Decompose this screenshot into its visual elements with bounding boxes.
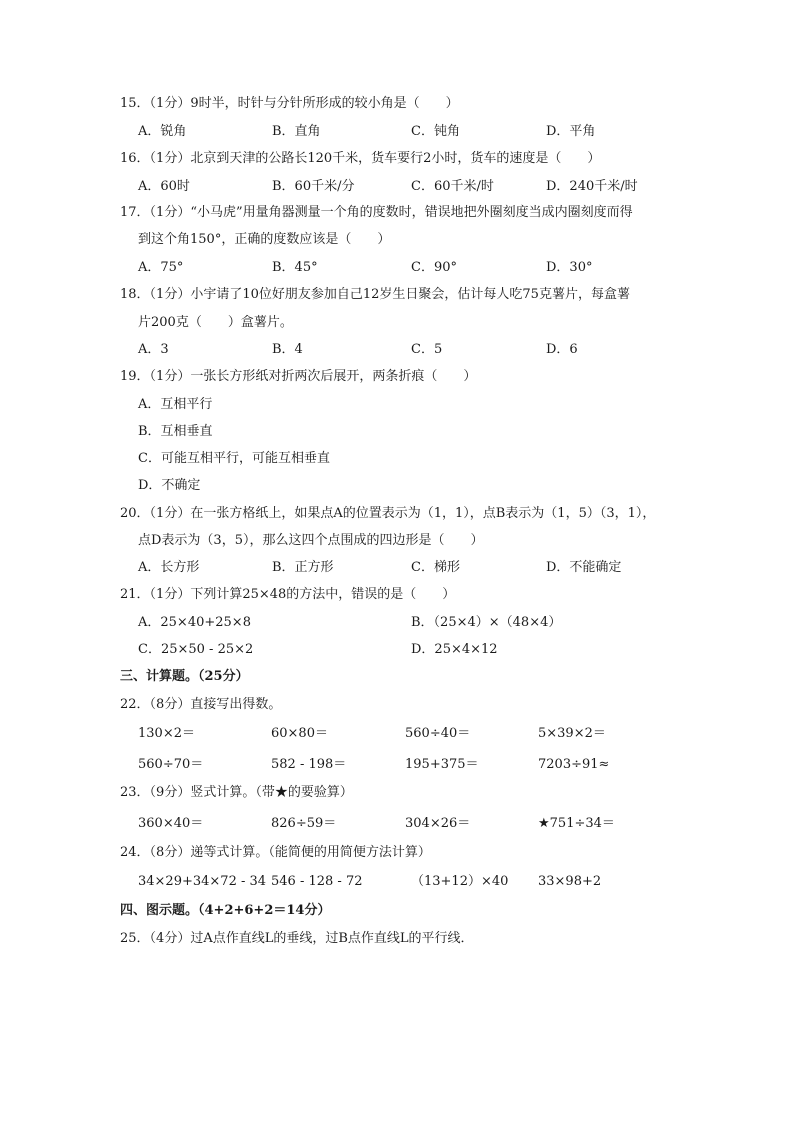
calc-item: （13+12）×40	[411, 874, 509, 889]
option-b: B．60千米/分	[272, 179, 355, 194]
calc-item: 60×80＝	[271, 726, 328, 741]
option-d: D．30°	[546, 260, 593, 275]
option-b: B．互相垂直	[138, 424, 213, 439]
option-a: A．75°	[138, 260, 184, 275]
option-c: C．60千米/时	[411, 179, 494, 194]
calc-item: 582 - 198＝	[271, 757, 347, 772]
option-d: D．平角	[546, 124, 596, 139]
option-c: C．25×50 - 25×2	[138, 642, 254, 657]
section-4-title: 四、图示题。（4+2+6+2＝14分）	[120, 903, 331, 918]
question-22: 22．（8分）直接写出得数。	[120, 697, 282, 712]
question-20: 20．（1分）在一张方格纸上，如果点A的位置表示为（1，1），点B表示为（1，5）（3，1），	[120, 506, 656, 521]
calc-item: 33×98+2	[538, 874, 602, 889]
question-17-continuation: 到这个角150°，正确的度数应该是（ ）	[138, 232, 391, 247]
question-17: 17．（1分）“小马虎”用量角器测量一个角的度数时，错误地把外圈刻度当成内圈刻度而得	[120, 205, 633, 220]
section-3-title: 三、计算题。（25分）	[120, 669, 249, 684]
option-b: B．正方形	[272, 560, 334, 575]
option-b: B．直角	[272, 124, 321, 139]
calc-item: 195+375＝	[405, 757, 479, 772]
option-c: C．5	[411, 342, 443, 357]
calc-item: 546 - 128 - 72	[271, 874, 363, 889]
question-19: 19．（1分）一张长方形纸对折两次后展开，两条折痕（ ）	[120, 369, 477, 384]
option-a: A．长方形	[138, 560, 200, 575]
question-21: 21．（1分）下列计算25×48的方法中，错误的是（ ）	[120, 587, 456, 602]
option-c: C．可能互相平行，可能互相垂直	[138, 451, 330, 466]
option-a: A．3	[138, 342, 169, 357]
calc-item: 826÷59＝	[271, 816, 337, 831]
option-b: B．45°	[272, 260, 318, 275]
option-b: B．4	[272, 342, 303, 357]
option-d: D．不确定	[138, 478, 201, 493]
question-20-continuation: 点D表示为（3，5），那么这四个点围成的四边形是（ ）	[138, 533, 484, 548]
option-d: D．25×4×12	[411, 642, 498, 657]
calc-item: 7203÷91≈	[538, 757, 610, 772]
calc-item: 360×40＝	[138, 816, 204, 831]
calc-item: 5×39×2＝	[538, 726, 606, 741]
question-18: 18．（1分）小宇请了10位好朋友参加自己12岁生日聚会，估计每人吃75克薯片，每盒薯	[120, 287, 630, 302]
option-d: D．6	[546, 342, 578, 357]
option-c: C．90°	[411, 260, 457, 275]
option-b: B．（25×4）×（48×4）	[411, 615, 562, 630]
option-d: D．240千米/时	[546, 179, 638, 194]
question-15: 15．（1分）9时半，时针与分针所形成的较小角是（ ）	[120, 96, 459, 111]
question-16: 16．（1分）北京到天津的公路长120千米，货车要行2小时，货车的速度是（ ）	[120, 151, 601, 166]
calc-item: 34×29+34×72 - 34	[138, 874, 267, 889]
option-c: C．梯形	[411, 560, 460, 575]
question-25: 25．（4分）过A点作直线L的垂线，过B点作直线L的平行线．	[120, 931, 474, 946]
question-24: 24．（8分）递等式计算。（能简便的用简便方法计算）	[120, 845, 431, 860]
option-d: D．不能确定	[546, 560, 622, 575]
calc-item: 130×2＝	[138, 726, 195, 741]
question-23: 23．（9分）竖式计算。（带★的要验算）	[120, 785, 353, 800]
option-a: A．锐角	[138, 124, 187, 139]
calc-item: 304×26＝	[405, 816, 471, 831]
calc-item: 560÷40＝	[405, 726, 471, 741]
calc-item: 560÷70＝	[138, 757, 204, 772]
question-18-continuation: 片200克（ ）盒薯片。	[138, 315, 293, 330]
option-a: A．25×40+25×8	[138, 615, 251, 630]
calc-item: ★751÷34＝	[538, 816, 615, 831]
option-a: A．互相平行	[138, 397, 213, 412]
option-c: C．钝角	[411, 124, 460, 139]
option-a: A．60时	[138, 179, 190, 194]
